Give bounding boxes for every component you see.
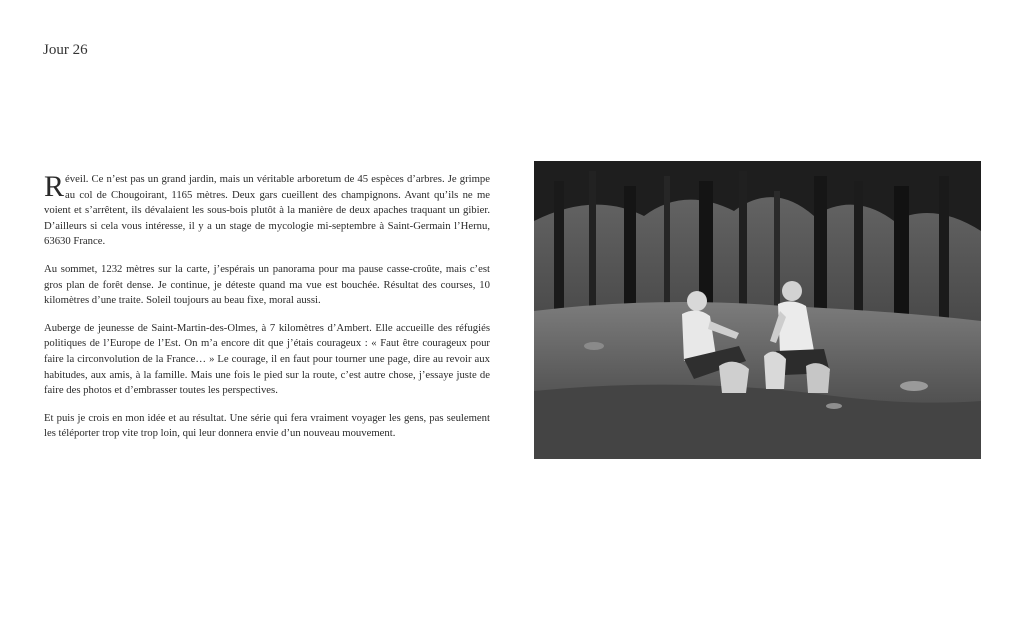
- paragraph-1-text: éveil. Ce n’est pas un grand jardin, mais un véritable arboretum de 45 espèces d’arbres. Je grimpe au col de Chougoirant, 1165 mètres. Deux gars cueillent des champignons. Avant qu’ils ne me voient et s’arrêtent, ils dévalaient les sous-bois plutôt à la manière de deux apaches traquant un gibier. D’ailleurs si cela vous intéresse, il y a un stage de mycologie mi-septembre à Saint-Germain l’Hernu, 63630 France.: [44, 173, 490, 248]
- forest-photo-illustration: [534, 161, 981, 459]
- paragraph-3: Auberge de jeunesse de Saint-Martin-des-Olmes, à 7 kilomètres d’Ambert. Elle accueille des réfugiés politiques de l’Europe de l’Est. On m’a encore dit que j’étais courageux : « Faut être courageux pour faire la circonvolution de la France… » Le courage, il en faut pour tourner une page, dire au revoir aux habitudes, aux amis, à la famille. Mais une fois le pied sur la route, c’est autre chose, j’essaye juste de faire des photos et d’embrasser toutes les perspectives.: [44, 321, 490, 397]
- article-body: [44, 172, 490, 454]
- forest-photo: [534, 161, 981, 459]
- paragraph-2: Au sommet, 1232 mètres sur la carte, j’espérais un panorama pour ma pause casse-croûte, mais c’est gros plan de forêt dense. Je continue, je déteste quand ma vue est bouchée. Résultat des courses, 10 kilomètres d’une traite. Soleil toujours au beau fixe, moral aussi.: [44, 262, 490, 307]
- page-title: Jour 26: [43, 42, 88, 58]
- paragraph-1: [44, 172, 490, 250]
- paragraph-4: Et puis je crois en mon idée et au résultat. Une série qui fera vraiment voyager les gens, pas seulement les téléporter trop vite trop loin, qui leur donnera envie d’un nouveau mouvement.: [44, 411, 490, 440]
- drop-cap: R: [44, 170, 65, 203]
